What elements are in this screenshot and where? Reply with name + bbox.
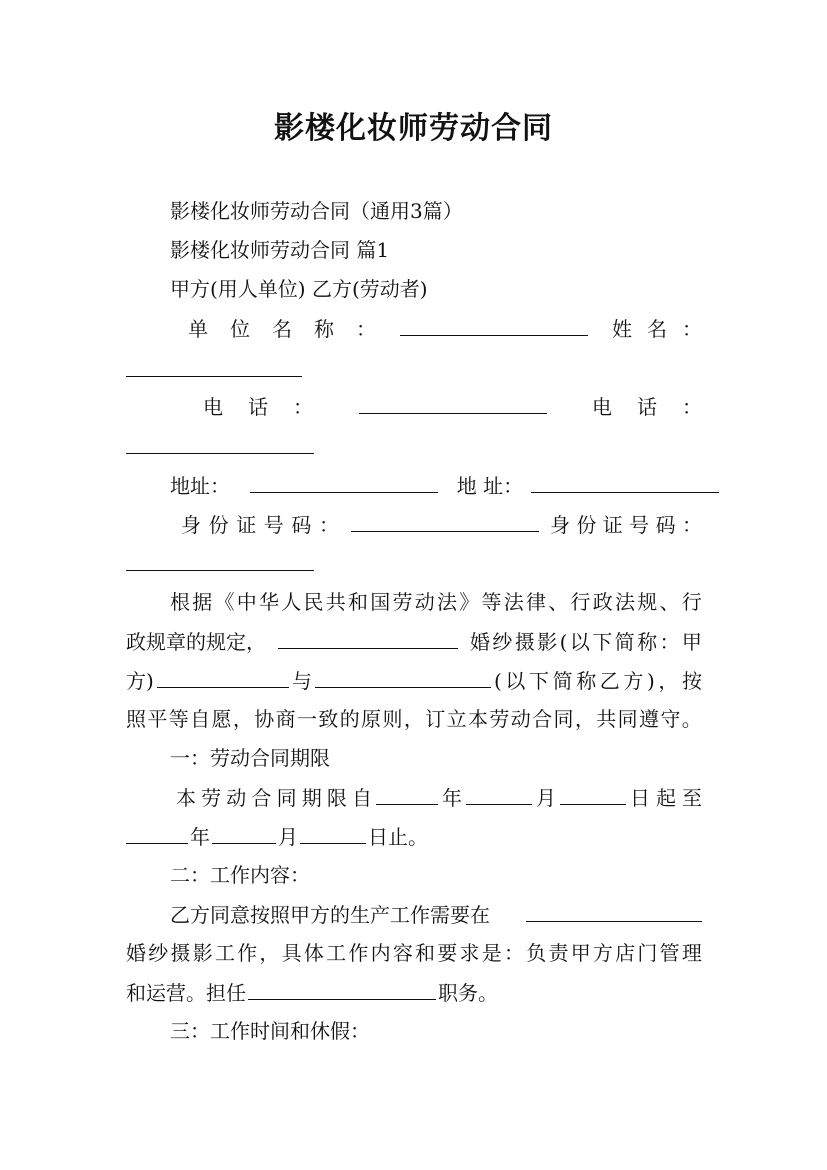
unit-name-label: 单 位 名 称 ： [188, 317, 376, 341]
address-label-b: 地 址： [456, 474, 524, 498]
para1-blank-b[interactable] [315, 667, 491, 688]
para1-blank-a[interactable] [157, 667, 289, 688]
term-month-a: 月 [536, 786, 556, 810]
para2-line1-text: 乙方同意按照甲方的生产工作需要在 [170, 903, 490, 927]
para1-line3-c: ( 以 下 简 称 乙 方 ) ， 按 [494, 669, 702, 693]
para1-line4 [126, 706, 702, 732]
para1-line2-a: 政规章的规定， [126, 630, 266, 654]
para1-line4-text: 照 平 等 自 愿 ， 协 商 一 致 的 原 则 ， 订 立 本 劳 动 合 同 ， 共 同 遵 守 。 [126, 707, 702, 731]
phone-label-b: 电 话 ： [592, 395, 702, 419]
term-year-a: 年 [442, 786, 462, 810]
end-day-blank[interactable] [300, 823, 366, 844]
id-label-a: 身 份 证 号 码 ： [181, 513, 339, 537]
para2-line1 [170, 901, 702, 928]
unit-name-blank[interactable] [400, 315, 588, 336]
para1-line2 [126, 628, 702, 655]
name-blank-row [126, 356, 702, 383]
para1-line1-text: 根 据 《 中 华 人 民 共 和 国 劳 动 法 》 等 法 律 、 行 政 法 规 、 行 [170, 590, 702, 614]
address-blank-b[interactable] [531, 472, 719, 493]
id-row [181, 511, 702, 538]
section2-heading: 二：工作内容： [170, 863, 310, 887]
phone-blank-a[interactable] [359, 393, 547, 414]
id-label-b: 身 份 证 号 码 ： [550, 513, 702, 537]
para1-line1 [170, 589, 702, 615]
id-blank-a[interactable] [351, 511, 539, 532]
para1-line3 [126, 667, 702, 694]
start-month-blank[interactable] [466, 784, 532, 805]
para1-line2-b: 婚 纱 摄 影 ( 以 下 简 称 ： 甲 [470, 630, 702, 654]
parties-line: 甲方(用人单位) 乙方(劳动者) [170, 277, 428, 301]
address-label-a: 地址： [170, 474, 230, 498]
address-row [170, 472, 702, 499]
unit-name-row [188, 315, 702, 342]
term-day-end: 日止。 [368, 825, 428, 849]
para2-line2-text: 婚 纱 摄 影 工 作 ， 具 体 工 作 内 容 和 要 求 是 ： 负 责 甲 方 店 门 管 理 [126, 941, 702, 965]
section1-heading: 一：劳动合同期限 [170, 746, 330, 770]
term-day-start: 日 起 至 [630, 786, 702, 810]
end-year-blank[interactable] [126, 823, 188, 844]
para2-line3 [126, 979, 702, 1006]
end-month-blank[interactable] [212, 823, 276, 844]
document-title: 影楼化妆师劳动合同 [274, 111, 553, 146]
term-line2 [126, 823, 702, 850]
name-blank[interactable] [126, 356, 302, 377]
para1-line3-a: 方) [126, 669, 154, 693]
para2-line3-b: 职务。 [438, 981, 498, 1005]
address-blank-a[interactable] [250, 472, 438, 493]
name-label: 姓 名 ： [612, 317, 702, 341]
id-blank-row [126, 550, 702, 577]
para2-line2 [126, 940, 702, 966]
phone-row [203, 393, 702, 420]
id-blank-b[interactable] [126, 550, 314, 571]
work-location-blank[interactable] [526, 901, 702, 922]
phone-blank-b[interactable] [126, 433, 314, 454]
term-prefix: 本 劳 动 合 同 期 限 自 [176, 786, 372, 810]
part-heading: 影楼化妆师劳动合同 篇1 [170, 238, 390, 262]
para1-line3-b: 与 [291, 669, 312, 693]
position-blank[interactable] [248, 979, 436, 1000]
phone-blank-row [126, 433, 702, 460]
section3-heading: 三：工作时间和休假： [170, 1019, 370, 1043]
term-month-b: 月 [278, 825, 298, 849]
start-day-blank[interactable] [560, 784, 626, 805]
document-subtitle: 影楼化妆师劳动合同（通用3篇） [170, 199, 463, 223]
term-year-b: 年 [190, 825, 210, 849]
para2-line3-a: 和运营。担任 [126, 981, 246, 1005]
employer-name-blank[interactable] [278, 628, 458, 649]
start-year-blank[interactable] [376, 784, 438, 805]
term-line1 [176, 784, 702, 811]
phone-label-a: 电 话 ： [203, 395, 313, 419]
